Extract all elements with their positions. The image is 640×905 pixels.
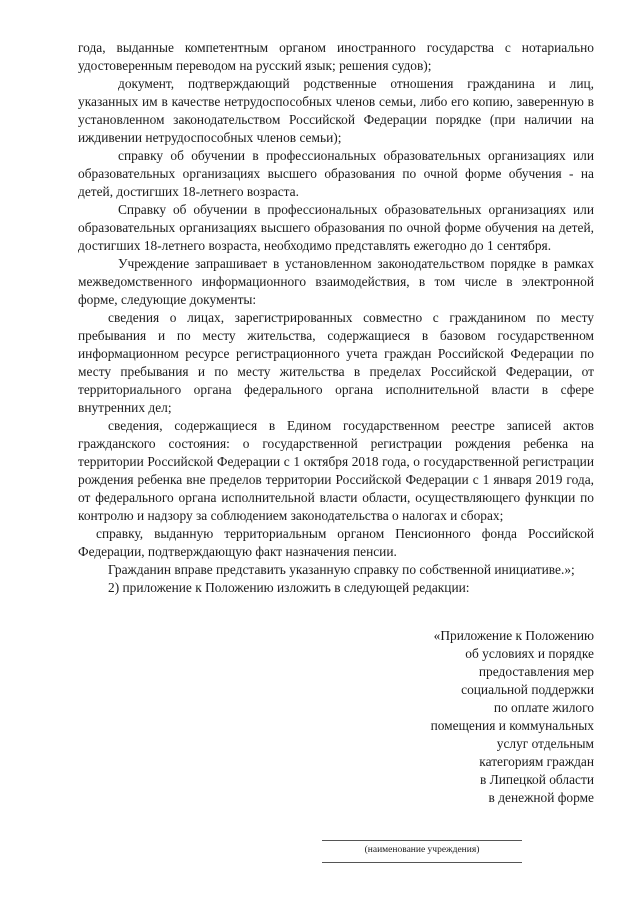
document-body <box>78 39 594 597</box>
signature-underline <box>322 862 522 863</box>
paragraph-10: 2) приложение к Положению изложить в следующей редакции: <box>108 580 470 595</box>
appendix-line: в денежной форме <box>488 790 594 805</box>
appendix-line: категориям граждан <box>479 754 594 769</box>
paragraph-7: сведения, содержащиеся в Едином государственном реестре записей актов гражданского состояния: о государственной регистрации рождения ребенка на территории Российской Федерации с 1 октября 2018 года, о государственной регистрации рождения ребенка вне пределов территории Российской Федерации с 1 января 2019 года, от федерального органа исполнительной власти области, осуществляющего функции по контролю и надзору за соблюдением законодательства о налогах и сборах; <box>78 418 594 523</box>
institution-name-line <box>322 840 522 841</box>
paragraph-8: справку, выданную территориальным органом Пенсионного фонда Российской Федерации, подтверждающую факт назначения пенсии. <box>78 526 594 559</box>
appendix-line: предоставления мер <box>478 664 594 679</box>
paragraph-1: года, выданные компетентным органом иностранного государства с нотариально удостоверенным переводом на русский язык; решения судов); <box>78 40 594 73</box>
paragraph-9: Гражданин вправе представить указанную справку по собственной инициативе.»; <box>108 562 575 577</box>
appendix-line: об условиях и порядке <box>465 646 594 661</box>
institution-name-label: (наименование учреждения) <box>364 845 480 855</box>
appendix-line: «Приложение к Положению <box>433 628 594 643</box>
paragraph-2: документ, подтверждающий родственные отношения гражданина и лиц, указанных им в качестве нетрудоспособных членов семьи, либо его копию, заверенную в установленном законодательством Российской Федерации порядке (при наличии на иждивении нетрудоспособных членов семьи); <box>78 76 594 145</box>
paragraph-3: справку об обучении в профессиональных образовательных организациях или образовательных организациях высшего образования по очной форме обучения - на детей, достигших 18-летнего возраста. <box>78 148 594 199</box>
appendix-line: в Липецкой области <box>480 772 594 787</box>
appendix-line: услуг отдельным <box>496 736 594 751</box>
appendix-line: социальной поддержки <box>461 682 594 697</box>
paragraph-5: Учреждение запрашивает в установленном законодательством порядке в рамках межведомственного информационного взаимодействия, в том числе в электронной форме, следующие документы: <box>78 256 594 307</box>
appendix-heading <box>334 627 594 807</box>
appendix-line: помещения и коммунальных <box>430 718 594 733</box>
paragraph-4: Справку об обучении в профессиональных образовательных организациях или образовательных организациях высшего образования по очной форме обучения на детей, достигших 18-летнего возраста, необходимо представлять ежегодно до 1 сентября. <box>78 202 594 253</box>
appendix-line: по оплате жилого <box>493 700 594 715</box>
paragraph-6: сведения о лицах, зарегистрированных совместно с гражданином по месту пребывания и по месту жительства, содержащиеся в базовом государственном информационном ресурсе регистрационного учета граждан Российской Федерации по месту пребывания и по месту жительства в пределах Российской Федерации, от территориального органа федерального органа исполнительной власти в сфере внутренних дел; <box>78 310 594 415</box>
